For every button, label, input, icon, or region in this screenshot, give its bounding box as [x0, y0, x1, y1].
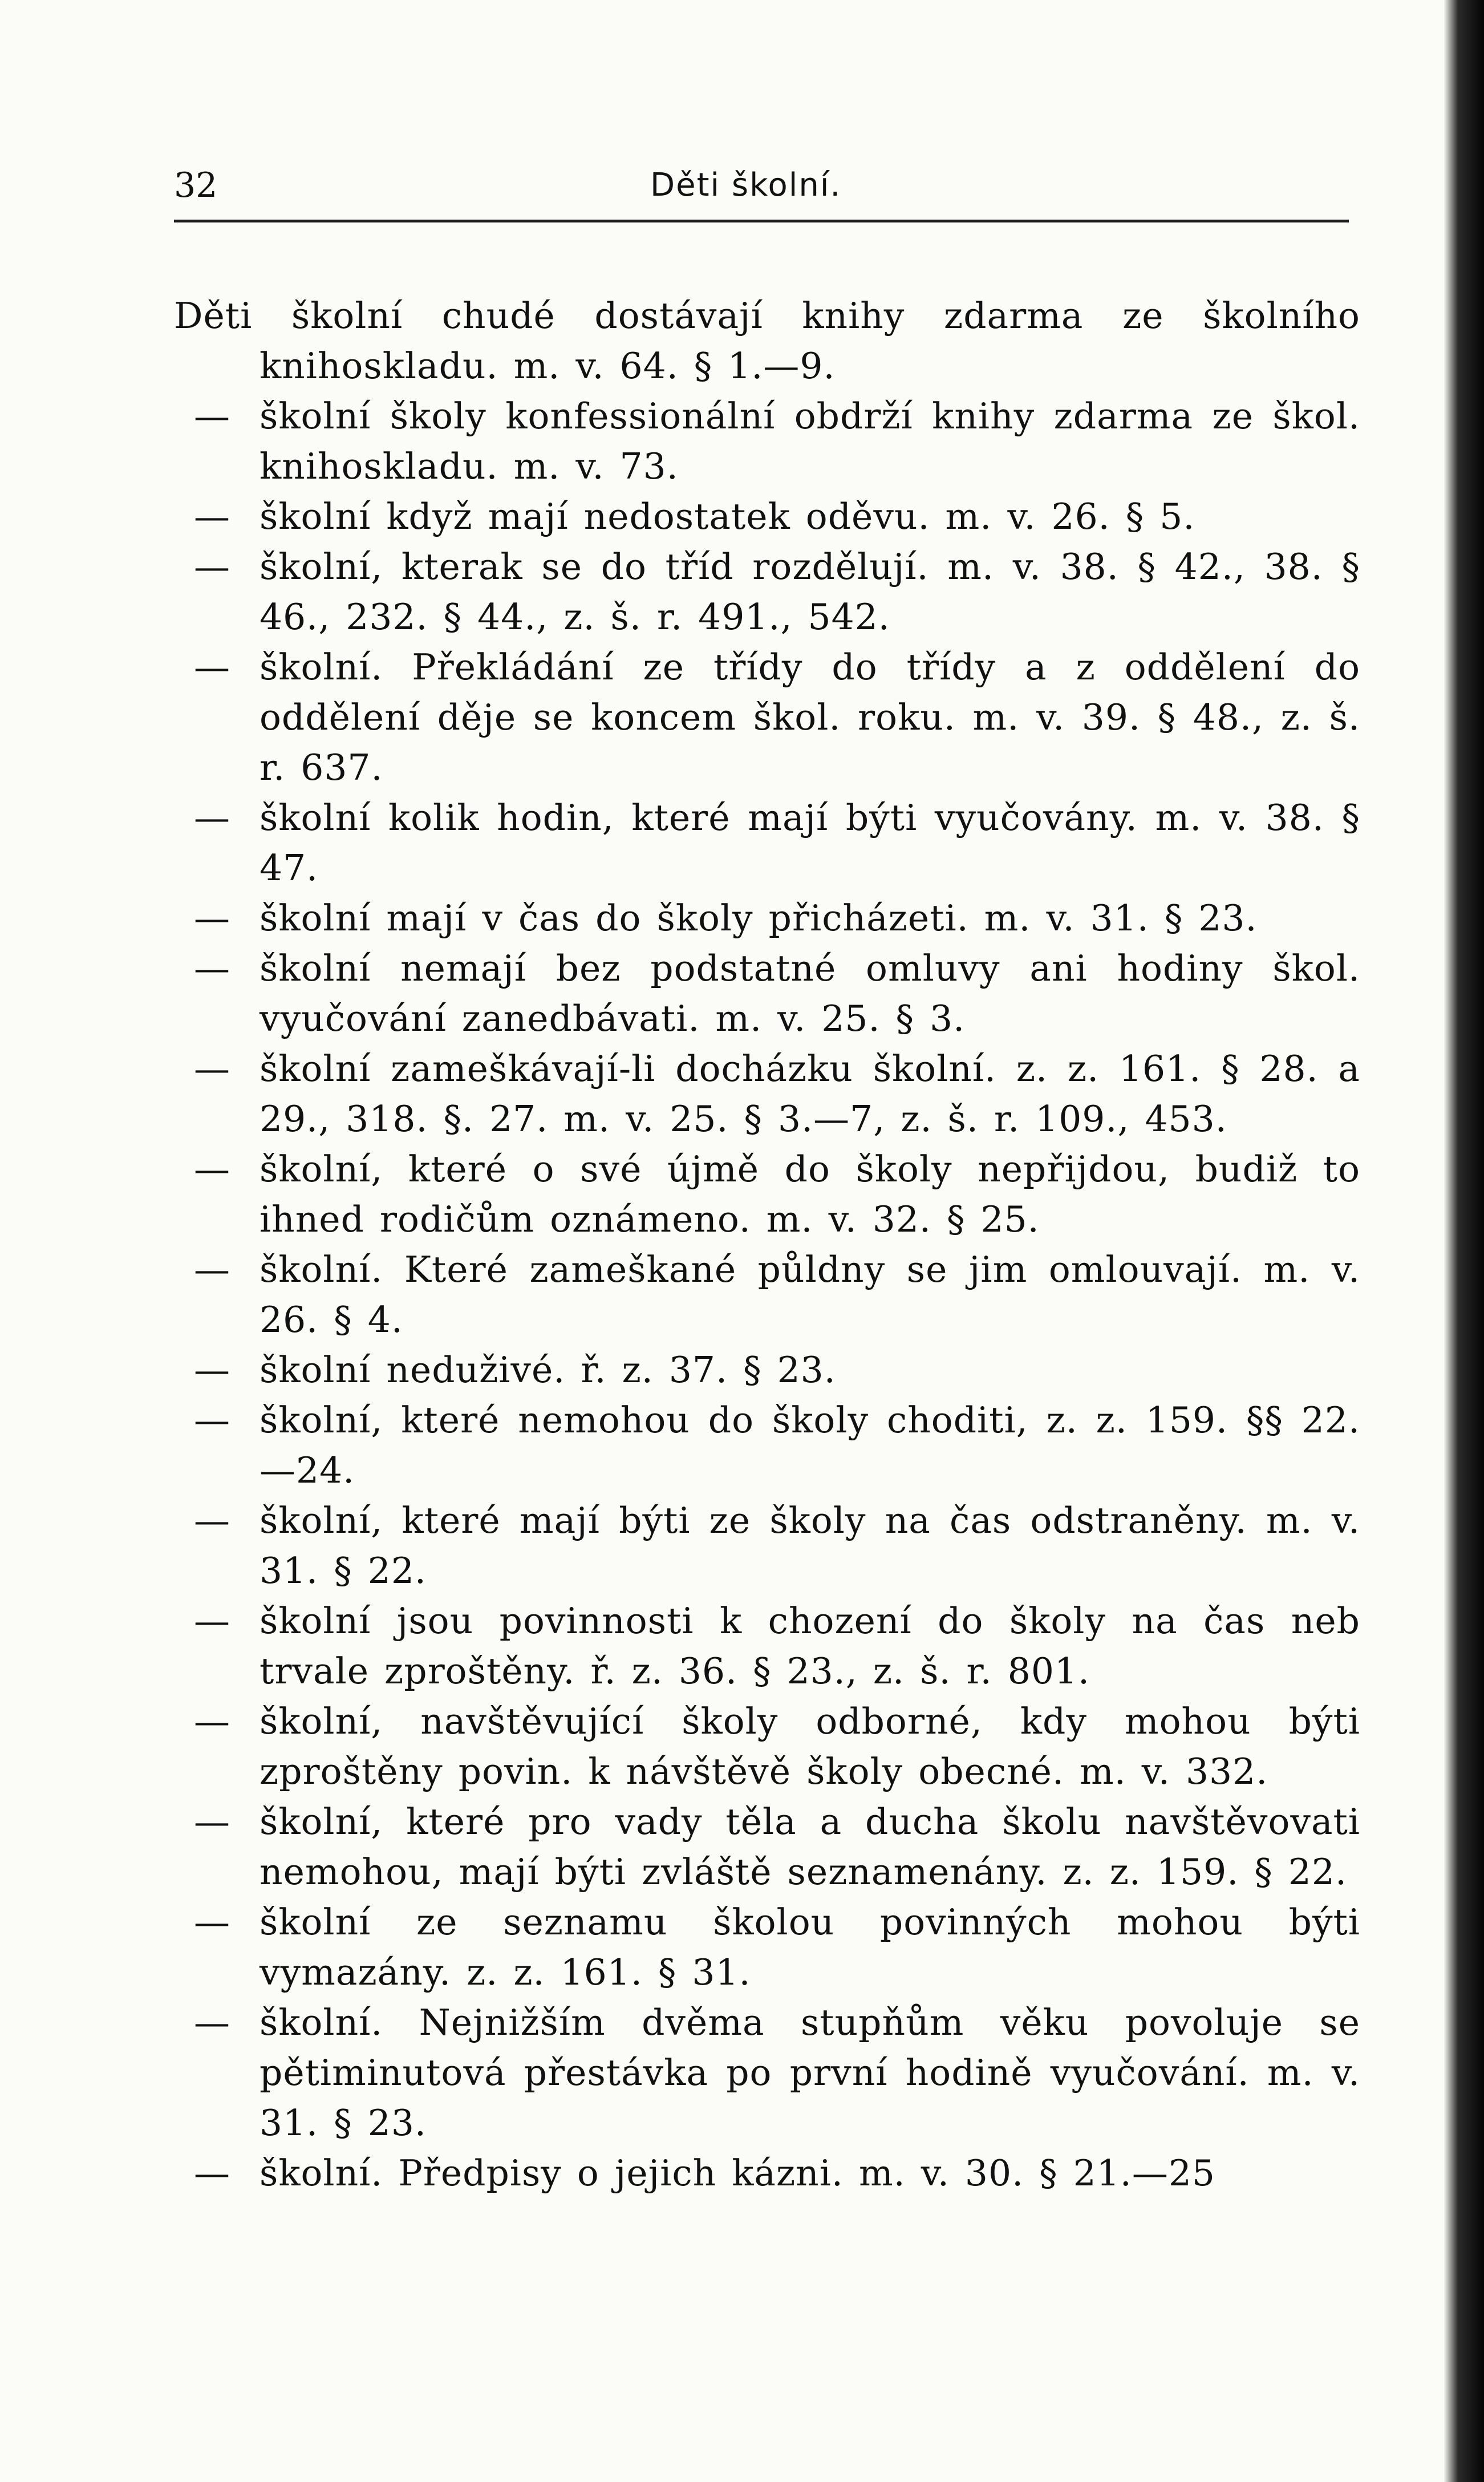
entry-text: školní, které nemohou do školy choditi, z. z. 159. §§ 22.—24.: [260, 1399, 1360, 1491]
page-header: [174, 163, 1349, 208]
index-entry: [174, 1345, 1360, 1395]
entry-text: Děti školní chudé dostávají knihy zdarma ze školního knihoskladu. m. v. 64. § 1.—9.: [174, 295, 1360, 387]
index-entry: [174, 291, 1360, 391]
entry-dash: —: [194, 948, 230, 989]
entry-text: školní jsou povinnosti k chození do školy na čas neb trvale zproštěny. ř. z. 36. § 23., z. š. r. 801.: [260, 1600, 1360, 1692]
entry-dash: —: [194, 1399, 230, 1441]
index-entry: [174, 1696, 1360, 1797]
entry-text: školní. Předpisy o jejich kázni. m. v. 30. § 21.—25: [260, 2152, 1216, 2194]
entry-text: školní zameškávají-li docházku školní. z. z. 161. § 28. a 29., 318. §. 27. m. v. 25. § 3.—7, z. š. r. 109., 453.: [260, 1048, 1360, 1140]
index-entry: [174, 1044, 1360, 1144]
entry-text: školní když mají nedostatek oděvu. m. v. 26. § 5.: [260, 496, 1195, 537]
entry-dash: —: [194, 1249, 230, 1290]
index-entry: [174, 2148, 1360, 2198]
page-number: 32: [174, 165, 218, 205]
entry-dash: —: [194, 1901, 230, 1943]
index-entry: [174, 1395, 1360, 1496]
index-entry: [174, 1144, 1360, 1245]
entry-dash: —: [194, 2152, 230, 2194]
entry-text: školní. Nejnižším dvěma stupňům věku povoluje se pětiminutová přestávka po první hodině vyučování. m. v. 31. § 23.: [260, 2002, 1360, 2144]
entry-dash: —: [194, 897, 230, 939]
entry-text: školní. Překládání ze třídy do třídy a z oddělení do oddělení děje se koncem škol. roku. m. v. 39. § 48., z. š. r. 637.: [260, 646, 1360, 788]
index-entry: [174, 391, 1360, 492]
index-entry: [174, 1797, 1360, 1897]
entry-text: školní, které o své újmě do školy nepřijdou, budiž to ihned rodičům oznámeno. m. v. 32. § 25.: [260, 1148, 1360, 1240]
entry-text: školní mají v čas do školy přicházeti. m. v. 31. § 23.: [260, 897, 1258, 939]
page-edge-shadow: [1444, 0, 1484, 2482]
entry-dash: —: [194, 1600, 230, 1642]
entry-dash: —: [194, 395, 230, 437]
entry-text: školní, navštěvující školy odborné, kdy mohou býti zproštěny povin. k návštěvě školy obecné. m. v. 332.: [260, 1700, 1360, 1792]
entry-dash: —: [194, 1500, 230, 1541]
index-entry: [174, 893, 1360, 944]
entry-dash: —: [194, 496, 230, 537]
running-head: Děti školní.: [650, 167, 842, 204]
header-rule: [174, 220, 1349, 222]
entry-dash: —: [194, 1048, 230, 1090]
entry-text: školní, kterak se do tříd rozdělují. m. v. 38. § 42., 38. § 46., 232. § 44., z. š. r. 491., 542.: [260, 546, 1360, 638]
entry-dash: —: [194, 1349, 230, 1391]
index-entry: [174, 1897, 1360, 1998]
index-entries: [174, 291, 1360, 2198]
entry-text: školní nemají bez podstatné omluvy ani hodiny škol. vyučování zanedbávati. m. v. 25. § 3.: [260, 948, 1360, 1039]
entry-text: školní kolik hodin, které mají býti vyučovány. m. v. 38. § 47.: [260, 797, 1360, 889]
index-entry: [174, 793, 1360, 893]
entry-text: školní ze seznamu školou povinných mohou býti vymazány. z. z. 161. § 31.: [260, 1901, 1360, 1993]
entry-dash: —: [194, 2002, 230, 2043]
entry-dash: —: [194, 797, 230, 839]
index-entry: [174, 1245, 1360, 1345]
entry-text: školní. Které zameškané půldny se jim omlouvají. m. v. 26. § 4.: [260, 1249, 1360, 1341]
entry-text: školní, které mají býti ze školy na čas odstraněny. m. v. 31. § 22.: [260, 1500, 1360, 1592]
index-entry: [174, 1596, 1360, 1696]
index-entry: [174, 1998, 1360, 2148]
entry-text: školní neduživé. ř. z. 37. § 23.: [260, 1349, 836, 1391]
entry-dash: —: [194, 1801, 230, 1843]
entry-dash: —: [194, 1700, 230, 1742]
entry-text: školní školy konfessionální obdrží knihy zdarma ze škol. knihoskladu. m. v. 73.: [260, 395, 1360, 487]
entry-dash: —: [194, 646, 230, 688]
entry-dash: —: [194, 1148, 230, 1190]
index-entry: [174, 642, 1360, 793]
entry-text: školní, které pro vady těla a ducha školu navštěvovati nemohou, mají býti zvláště seznamenány. z. z. 159. § 22.: [260, 1801, 1360, 1893]
entry-dash: —: [194, 546, 230, 588]
index-entry: [174, 944, 1360, 1044]
index-entry: [174, 492, 1360, 542]
index-entry: [174, 542, 1360, 642]
index-entry: [174, 1496, 1360, 1596]
